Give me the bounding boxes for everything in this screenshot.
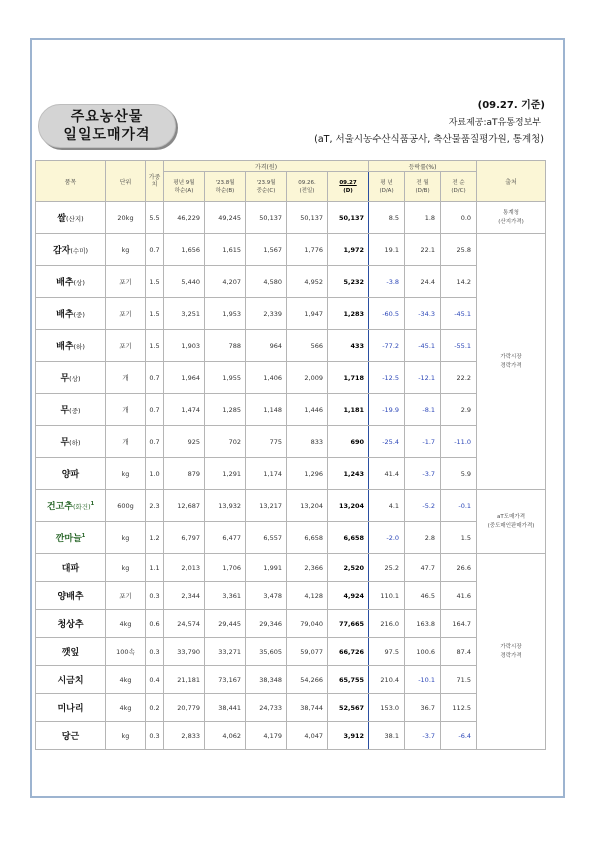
rate-vs-avg: -19.9 <box>369 394 405 426</box>
rate-vs-avg: 4.1 <box>369 490 405 522</box>
price-aug: 4,062 <box>205 722 246 750</box>
item-name: 당근 <box>36 722 106 750</box>
item-weight: 0.7 <box>146 426 164 458</box>
price-avg: 12,687 <box>164 490 205 522</box>
price-avg: 24,574 <box>164 610 205 638</box>
rate-vs-avg: 19.1 <box>369 234 405 266</box>
rate-vs-avg: 8.5 <box>369 202 405 234</box>
table-row <box>36 394 546 426</box>
price-aug: 6,477 <box>205 522 246 554</box>
item-weight: 1.1 <box>146 554 164 582</box>
item-name: 깻잎 <box>36 638 106 666</box>
price-aug: 3,361 <box>205 582 246 610</box>
rate-vs-period: 112.5 <box>441 694 477 722</box>
rate-vs-period: 22.2 <box>441 362 477 394</box>
rate-vs-month: 163.8 <box>405 610 441 638</box>
rate-vs-period: 0.0 <box>441 202 477 234</box>
price-prev: 1,446 <box>287 394 328 426</box>
price-avg: 879 <box>164 458 205 490</box>
table-row <box>36 554 546 582</box>
price-prev: 566 <box>287 330 328 362</box>
price-avg: 2,833 <box>164 722 205 750</box>
price-aug: 49,245 <box>205 202 246 234</box>
table-row <box>36 202 546 234</box>
table-row <box>36 234 546 266</box>
rate-vs-avg: -77.2 <box>369 330 405 362</box>
rate-vs-period: -6.4 <box>441 722 477 750</box>
price-prev: 2,009 <box>287 362 328 394</box>
price-sep: 4,179 <box>246 722 287 750</box>
rate-vs-period: -55.1 <box>441 330 477 362</box>
price-sep: 964 <box>246 330 287 362</box>
item-unit: 포기 <box>106 330 146 362</box>
item-weight: 1.5 <box>146 330 164 362</box>
item-weight: 0.7 <box>146 234 164 266</box>
price-today: 4,924 <box>328 582 369 610</box>
table-row <box>36 426 546 458</box>
price-today: 1,718 <box>328 362 369 394</box>
rate-vs-period: 87.4 <box>441 638 477 666</box>
item-weight: 1.0 <box>146 458 164 490</box>
price-avg: 20,779 <box>164 694 205 722</box>
source-note: 통계청 (산지가격) <box>477 202 546 234</box>
item-name: 무(하) <box>36 426 106 458</box>
price-prev: 79,040 <box>287 610 328 638</box>
item-unit: 개 <box>106 394 146 426</box>
item-unit: 포기 <box>106 298 146 330</box>
item-unit: 4kg <box>106 666 146 694</box>
item-unit: 개 <box>106 426 146 458</box>
item-unit: 개 <box>106 362 146 394</box>
price-today: 1,181 <box>328 394 369 426</box>
item-unit: kg <box>106 722 146 750</box>
item-name: 감자(수미) <box>36 234 106 266</box>
price-aug: 1,615 <box>205 234 246 266</box>
item-weight: 5.5 <box>146 202 164 234</box>
price-sep: 6,557 <box>246 522 287 554</box>
rate-vs-period: 1.5 <box>441 522 477 554</box>
price-today: 13,204 <box>328 490 369 522</box>
header-rate-a: 평 년 (D/A) <box>369 172 405 202</box>
price-avg: 6,797 <box>164 522 205 554</box>
table-row <box>36 610 546 638</box>
price-avg: 2,013 <box>164 554 205 582</box>
price-avg: 33,790 <box>164 638 205 666</box>
price-prev: 38,744 <box>287 694 328 722</box>
table-row <box>36 694 546 722</box>
price-aug: 1,285 <box>205 394 246 426</box>
table-row <box>36 458 546 490</box>
price-today: 690 <box>328 426 369 458</box>
item-unit: kg <box>106 458 146 490</box>
price-today: 1,243 <box>328 458 369 490</box>
item-name: 쌀(산지) <box>36 202 106 234</box>
price-sep: 775 <box>246 426 287 458</box>
rate-vs-month: -12.1 <box>405 362 441 394</box>
table-row <box>36 298 546 330</box>
rate-vs-avg: 41.4 <box>369 458 405 490</box>
item-unit: 20kg <box>106 202 146 234</box>
header-unit: 단위 <box>106 161 146 202</box>
table-row <box>36 266 546 298</box>
header-aug: '23.8월 하순(B) <box>205 172 246 202</box>
item-weight: 1.2 <box>146 522 164 554</box>
rate-vs-month: 2.8 <box>405 522 441 554</box>
rate-vs-avg: -3.8 <box>369 266 405 298</box>
price-aug: 33,271 <box>205 638 246 666</box>
rate-vs-period: 164.7 <box>441 610 477 638</box>
rate-vs-month: -5.2 <box>405 490 441 522</box>
price-table <box>35 160 546 750</box>
price-prev: 1,776 <box>287 234 328 266</box>
item-weight: 0.4 <box>146 666 164 694</box>
price-today: 5,232 <box>328 266 369 298</box>
price-avg: 1,474 <box>164 394 205 426</box>
item-unit: 600g <box>106 490 146 522</box>
header-sep: '23.9월 중순(C) <box>246 172 287 202</box>
rate-vs-month: -3.7 <box>405 722 441 750</box>
rate-vs-avg: 110.1 <box>369 582 405 610</box>
price-prev: 13,204 <box>287 490 328 522</box>
price-today: 66,726 <box>328 638 369 666</box>
item-unit: kg <box>106 522 146 554</box>
item-name: 배추(하) <box>36 330 106 362</box>
item-weight: 1.5 <box>146 298 164 330</box>
header-source: 출처 <box>477 161 546 202</box>
price-today: 2,520 <box>328 554 369 582</box>
item-unit: 4kg <box>106 694 146 722</box>
item-name: 배추(상) <box>36 266 106 298</box>
price-sep: 38,348 <box>246 666 287 694</box>
item-weight: 0.3 <box>146 582 164 610</box>
item-name: 대파 <box>36 554 106 582</box>
item-unit: kg <box>106 234 146 266</box>
rate-vs-month: 46.5 <box>405 582 441 610</box>
price-prev: 6,658 <box>287 522 328 554</box>
item-name: 청상추 <box>36 610 106 638</box>
rate-vs-month: 22.1 <box>405 234 441 266</box>
rate-vs-avg: 210.4 <box>369 666 405 694</box>
price-today: 52,567 <box>328 694 369 722</box>
price-today: 3,912 <box>328 722 369 750</box>
title-line2: 일일도매가격 <box>63 127 151 143</box>
item-name: 무(상) <box>36 362 106 394</box>
rate-vs-month: -10.1 <box>405 666 441 694</box>
header-price-group: 가격(원) <box>164 161 369 172</box>
price-today: 77,665 <box>328 610 369 638</box>
item-name: 무(중) <box>36 394 106 426</box>
price-avg: 21,181 <box>164 666 205 694</box>
rate-vs-period: 26.6 <box>441 554 477 582</box>
item-weight: 0.3 <box>146 722 164 750</box>
price-aug: 29,445 <box>205 610 246 638</box>
price-sep: 24,733 <box>246 694 287 722</box>
rate-vs-period: 25.8 <box>441 234 477 266</box>
item-name: 깐마늘$^1$ <box>36 522 106 554</box>
rate-vs-avg: -25.4 <box>369 426 405 458</box>
price-sep: 2,339 <box>246 298 287 330</box>
rate-vs-month: -45.1 <box>405 330 441 362</box>
price-prev: 2,366 <box>287 554 328 582</box>
price-avg: 925 <box>164 426 205 458</box>
table-row <box>36 362 546 394</box>
rate-vs-avg: 153.0 <box>369 694 405 722</box>
source-note: aT도매가격 (중도매인판매가격) <box>477 490 546 554</box>
header-item: 품목 <box>36 161 106 202</box>
title-badge <box>38 104 176 148</box>
price-prev: 4,047 <box>287 722 328 750</box>
header-rate-b: 전 월 (D/B) <box>405 172 441 202</box>
price-prev: 1,947 <box>287 298 328 330</box>
price-avg: 1,964 <box>164 362 205 394</box>
price-aug: 702 <box>205 426 246 458</box>
price-aug: 4,207 <box>205 266 246 298</box>
rate-vs-period: 14.2 <box>441 266 477 298</box>
price-sep: 4,580 <box>246 266 287 298</box>
price-aug: 1,953 <box>205 298 246 330</box>
rate-vs-period: -0.1 <box>441 490 477 522</box>
rate-vs-period: 41.6 <box>441 582 477 610</box>
price-today: 50,137 <box>328 202 369 234</box>
rate-vs-month: 36.7 <box>405 694 441 722</box>
table-row <box>36 490 546 522</box>
rate-vs-period: 5.9 <box>441 458 477 490</box>
rate-vs-month: -34.3 <box>405 298 441 330</box>
price-aug: 1,291 <box>205 458 246 490</box>
source-note: 가락시장 경락가격 <box>477 234 546 490</box>
price-today: 65,755 <box>328 666 369 694</box>
price-sep: 50,137 <box>246 202 287 234</box>
rate-vs-period: 2.9 <box>441 394 477 426</box>
item-unit: 포기 <box>106 266 146 298</box>
rate-vs-month: -3.7 <box>405 458 441 490</box>
source-note: 가락시장 경락가격 <box>477 554 546 750</box>
price-aug: 788 <box>205 330 246 362</box>
item-weight: 0.3 <box>146 638 164 666</box>
reference-date: (09.27. 기준) <box>477 100 545 111</box>
price-prev: 54,266 <box>287 666 328 694</box>
price-sep: 35,605 <box>246 638 287 666</box>
rate-vs-month: 1.8 <box>405 202 441 234</box>
rate-vs-period: 71.5 <box>441 666 477 694</box>
price-sep: 3,478 <box>246 582 287 610</box>
header-weight: 가중치 <box>146 161 164 202</box>
rate-vs-month: 100.6 <box>405 638 441 666</box>
rate-vs-month: 24.4 <box>405 266 441 298</box>
table-row <box>36 330 546 362</box>
rate-vs-avg: 25.2 <box>369 554 405 582</box>
price-avg: 1,656 <box>164 234 205 266</box>
price-sep: 1,406 <box>246 362 287 394</box>
item-name: 건고추(화건)$^1$ <box>36 490 106 522</box>
rate-vs-avg: -2.0 <box>369 522 405 554</box>
rate-vs-month: 47.7 <box>405 554 441 582</box>
table-row <box>36 638 546 666</box>
header-change-group: 등락률(%) <box>369 161 477 172</box>
price-sep: 29,346 <box>246 610 287 638</box>
table-row <box>36 582 546 610</box>
price-aug: 73,167 <box>205 666 246 694</box>
rate-vs-avg: 216.0 <box>369 610 405 638</box>
source-organizations: (aT, 서울시농수산식품공사, 축산물품질평가원, 통계청) <box>314 134 544 145</box>
price-today: 1,972 <box>328 234 369 266</box>
rate-vs-month: -8.1 <box>405 394 441 426</box>
rate-vs-avg: -60.5 <box>369 298 405 330</box>
header-rate-c: 전 순 (D/C) <box>441 172 477 202</box>
item-weight: 1.5 <box>146 266 164 298</box>
rate-vs-avg: -12.5 <box>369 362 405 394</box>
price-prev: 1,296 <box>287 458 328 490</box>
price-aug: 1,955 <box>205 362 246 394</box>
price-sep: 13,217 <box>246 490 287 522</box>
price-today: 433 <box>328 330 369 362</box>
rate-vs-month: -1.7 <box>405 426 441 458</box>
price-avg: 3,251 <box>164 298 205 330</box>
price-aug: 1,706 <box>205 554 246 582</box>
item-weight: 0.7 <box>146 362 164 394</box>
item-weight: 0.7 <box>146 394 164 426</box>
price-avg: 1,903 <box>164 330 205 362</box>
header-prev: 09.26. (전일) <box>287 172 328 202</box>
item-weight: 0.6 <box>146 610 164 638</box>
price-prev: 59,077 <box>287 638 328 666</box>
item-unit: 100속 <box>106 638 146 666</box>
price-aug: 13,932 <box>205 490 246 522</box>
item-weight: 0.2 <box>146 694 164 722</box>
rate-vs-period: -11.0 <box>441 426 477 458</box>
rate-vs-avg: 97.5 <box>369 638 405 666</box>
price-prev: 833 <box>287 426 328 458</box>
data-provider: 자료제공:aT유통정보부 <box>448 118 541 128</box>
item-name: 배추(중) <box>36 298 106 330</box>
table-row <box>36 666 546 694</box>
title-line1: 주요농산물 <box>70 109 144 125</box>
table-row <box>36 722 546 750</box>
header-today: 09.27 (D) <box>328 172 369 202</box>
price-sep: 1,174 <box>246 458 287 490</box>
item-name: 시금치 <box>36 666 106 694</box>
price-prev: 4,952 <box>287 266 328 298</box>
price-prev: 50,137 <box>287 202 328 234</box>
price-avg: 46,229 <box>164 202 205 234</box>
price-sep: 1,148 <box>246 394 287 426</box>
price-prev: 4,128 <box>287 582 328 610</box>
header-avg: 평년 9월 하순(A) <box>164 172 205 202</box>
item-name: 미나리 <box>36 694 106 722</box>
price-avg: 5,440 <box>164 266 205 298</box>
price-aug: 38,441 <box>205 694 246 722</box>
rate-vs-avg: 38.1 <box>369 722 405 750</box>
item-unit: kg <box>106 554 146 582</box>
table-row <box>36 522 546 554</box>
price-sep: 1,991 <box>246 554 287 582</box>
item-weight: 2.3 <box>146 490 164 522</box>
price-today: 1,283 <box>328 298 369 330</box>
price-sep: 1,567 <box>246 234 287 266</box>
rate-vs-period: -45.1 <box>441 298 477 330</box>
price-avg: 2,344 <box>164 582 205 610</box>
item-unit: 포기 <box>106 582 146 610</box>
item-name: 양배추 <box>36 582 106 610</box>
item-name: 양파 <box>36 458 106 490</box>
price-today: 6,658 <box>328 522 369 554</box>
item-unit: 4kg <box>106 610 146 638</box>
